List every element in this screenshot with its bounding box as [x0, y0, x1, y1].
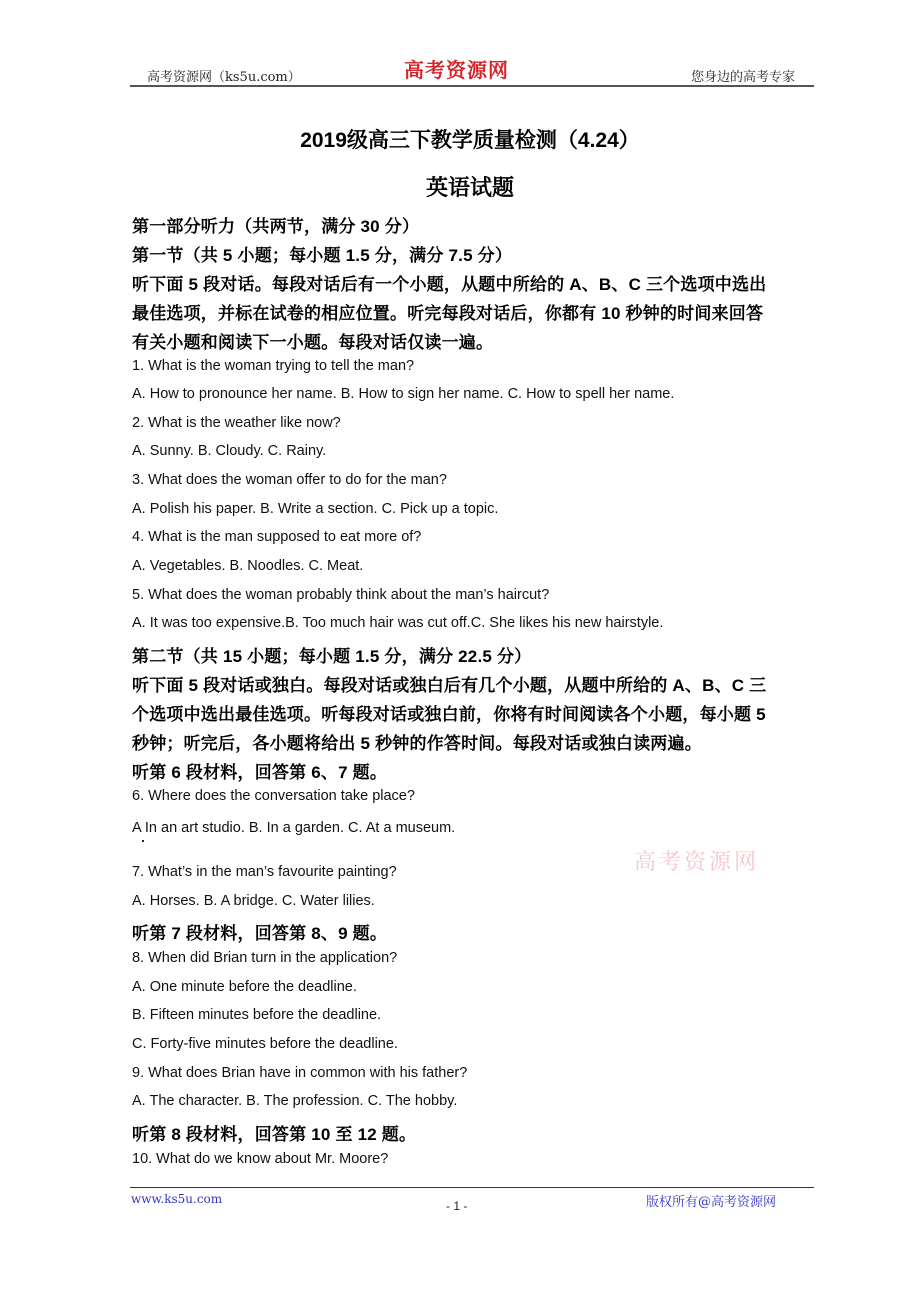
question-7: 7. What’s in the man’s favourite painting?: [132, 864, 397, 880]
options-4: A. Vegetables. B. Noodles. C. Meat.: [132, 558, 364, 574]
instructions-line: 听下面 5 段对话。每段对话后有一个小题，从题中所给的 A、B、C 三个选项中选出: [132, 275, 767, 294]
options-3: A. Polish his paper. B. Write a section. C. Pick up a topic.: [132, 501, 499, 517]
option-8a: A. One minute before the deadline.: [132, 979, 357, 995]
question-2: 2. What is the weather like now?: [132, 415, 341, 431]
instructions-line: 个选项中选出最佳选项。听每段对话或独白前，你将有时间阅读各个小题，每小题 5: [132, 705, 766, 724]
question-1: 1. What is the woman trying to tell the man?: [132, 358, 415, 374]
footer-divider: [130, 1187, 814, 1188]
part-heading: 第一部分听力（共两节，满分 30 分）: [132, 217, 420, 236]
options-5: A. It was too expensive.B. Too much hair was cut off.C. She likes his new hairstyle.: [132, 615, 664, 631]
question-4: 4. What is the man supposed to eat more of?: [132, 529, 422, 545]
footer-copyright: 版权所有@高考资源网: [646, 1195, 777, 1210]
page-number: - 1 -: [446, 1199, 468, 1213]
option-8c: C. Forty-five minutes before the deadline.: [132, 1036, 398, 1052]
header-site-name: 高考资源网（ks5u.com）: [147, 70, 301, 85]
material-heading: 听第 7 段材料，回答第 8、9 题。: [132, 924, 388, 943]
question-3: 3. What does the woman offer to do for the man?: [132, 472, 447, 488]
question-5: 5. What does the woman probably think about the man’s haircut?: [132, 587, 550, 603]
instructions-line: 秒钟；听完后，各小题将给出 5 秒钟的作答时间。每段对话或独白读两遍。: [132, 734, 702, 753]
watermark-logo: 高考资源网: [634, 850, 760, 875]
question-10: 10. What do we know about Mr. Moore?: [132, 1151, 389, 1167]
header-slogan: 您身边的高考专家: [690, 70, 795, 85]
options-1: A. How to pronounce her name. B. How to sign her name. C. How to spell her name.: [132, 386, 675, 402]
exam-title: 2019级高三下教学质量检测（4.24）: [300, 129, 640, 152]
instructions-line: 听下面 5 段对话或独白。每段对话或独白后有几个小题，从题中所给的 A、B、C 三: [132, 676, 767, 695]
question-6: 6. Where does the conversation take place?: [132, 788, 415, 804]
section-heading: 第一节（共 5 小题；每小题 1.5 分，满分 7.5 分）: [132, 246, 513, 265]
options-9: A. The character. B. The profession. C. The hobby.: [132, 1093, 458, 1109]
instructions-line: 最佳选项，并标在试卷的相应位置。听完每段对话后，你都有 10 秒钟的时间来回答: [132, 304, 764, 323]
material-heading: 听第 6 段材料，回答第 6、7 题。: [132, 763, 388, 782]
section-heading: 第二节（共 15 小题；每小题 1.5 分，满分 22.5 分）: [132, 647, 532, 666]
header-logo: 高考资源网: [404, 58, 509, 82]
options-7: A. Horses. B. A bridge. C. Water lilies.: [132, 893, 375, 909]
header-divider: [130, 85, 814, 87]
question-9: 9. What does Brian have in common with his father?: [132, 1065, 468, 1081]
footer-site-link[interactable]: www.ks5u.com: [131, 1192, 223, 1206]
options-6: A In an art studio. B. In a garden. C. At a museum.: [132, 820, 456, 836]
instructions-line: 有关小题和阅读下一小题。每段对话仅读一遍。: [132, 333, 494, 352]
material-heading: 听第 8 段材料，回答第 10 至 12 题。: [132, 1125, 417, 1144]
exam-subject: 英语试题: [425, 175, 514, 200]
stray-dot: [142, 840, 144, 842]
options-2: A. Sunny. B. Cloudy. C. Rainy.: [132, 443, 327, 459]
option-8b: B. Fifteen minutes before the deadline.: [132, 1007, 382, 1023]
question-8: 8. When did Brian turn in the application?: [132, 950, 398, 966]
